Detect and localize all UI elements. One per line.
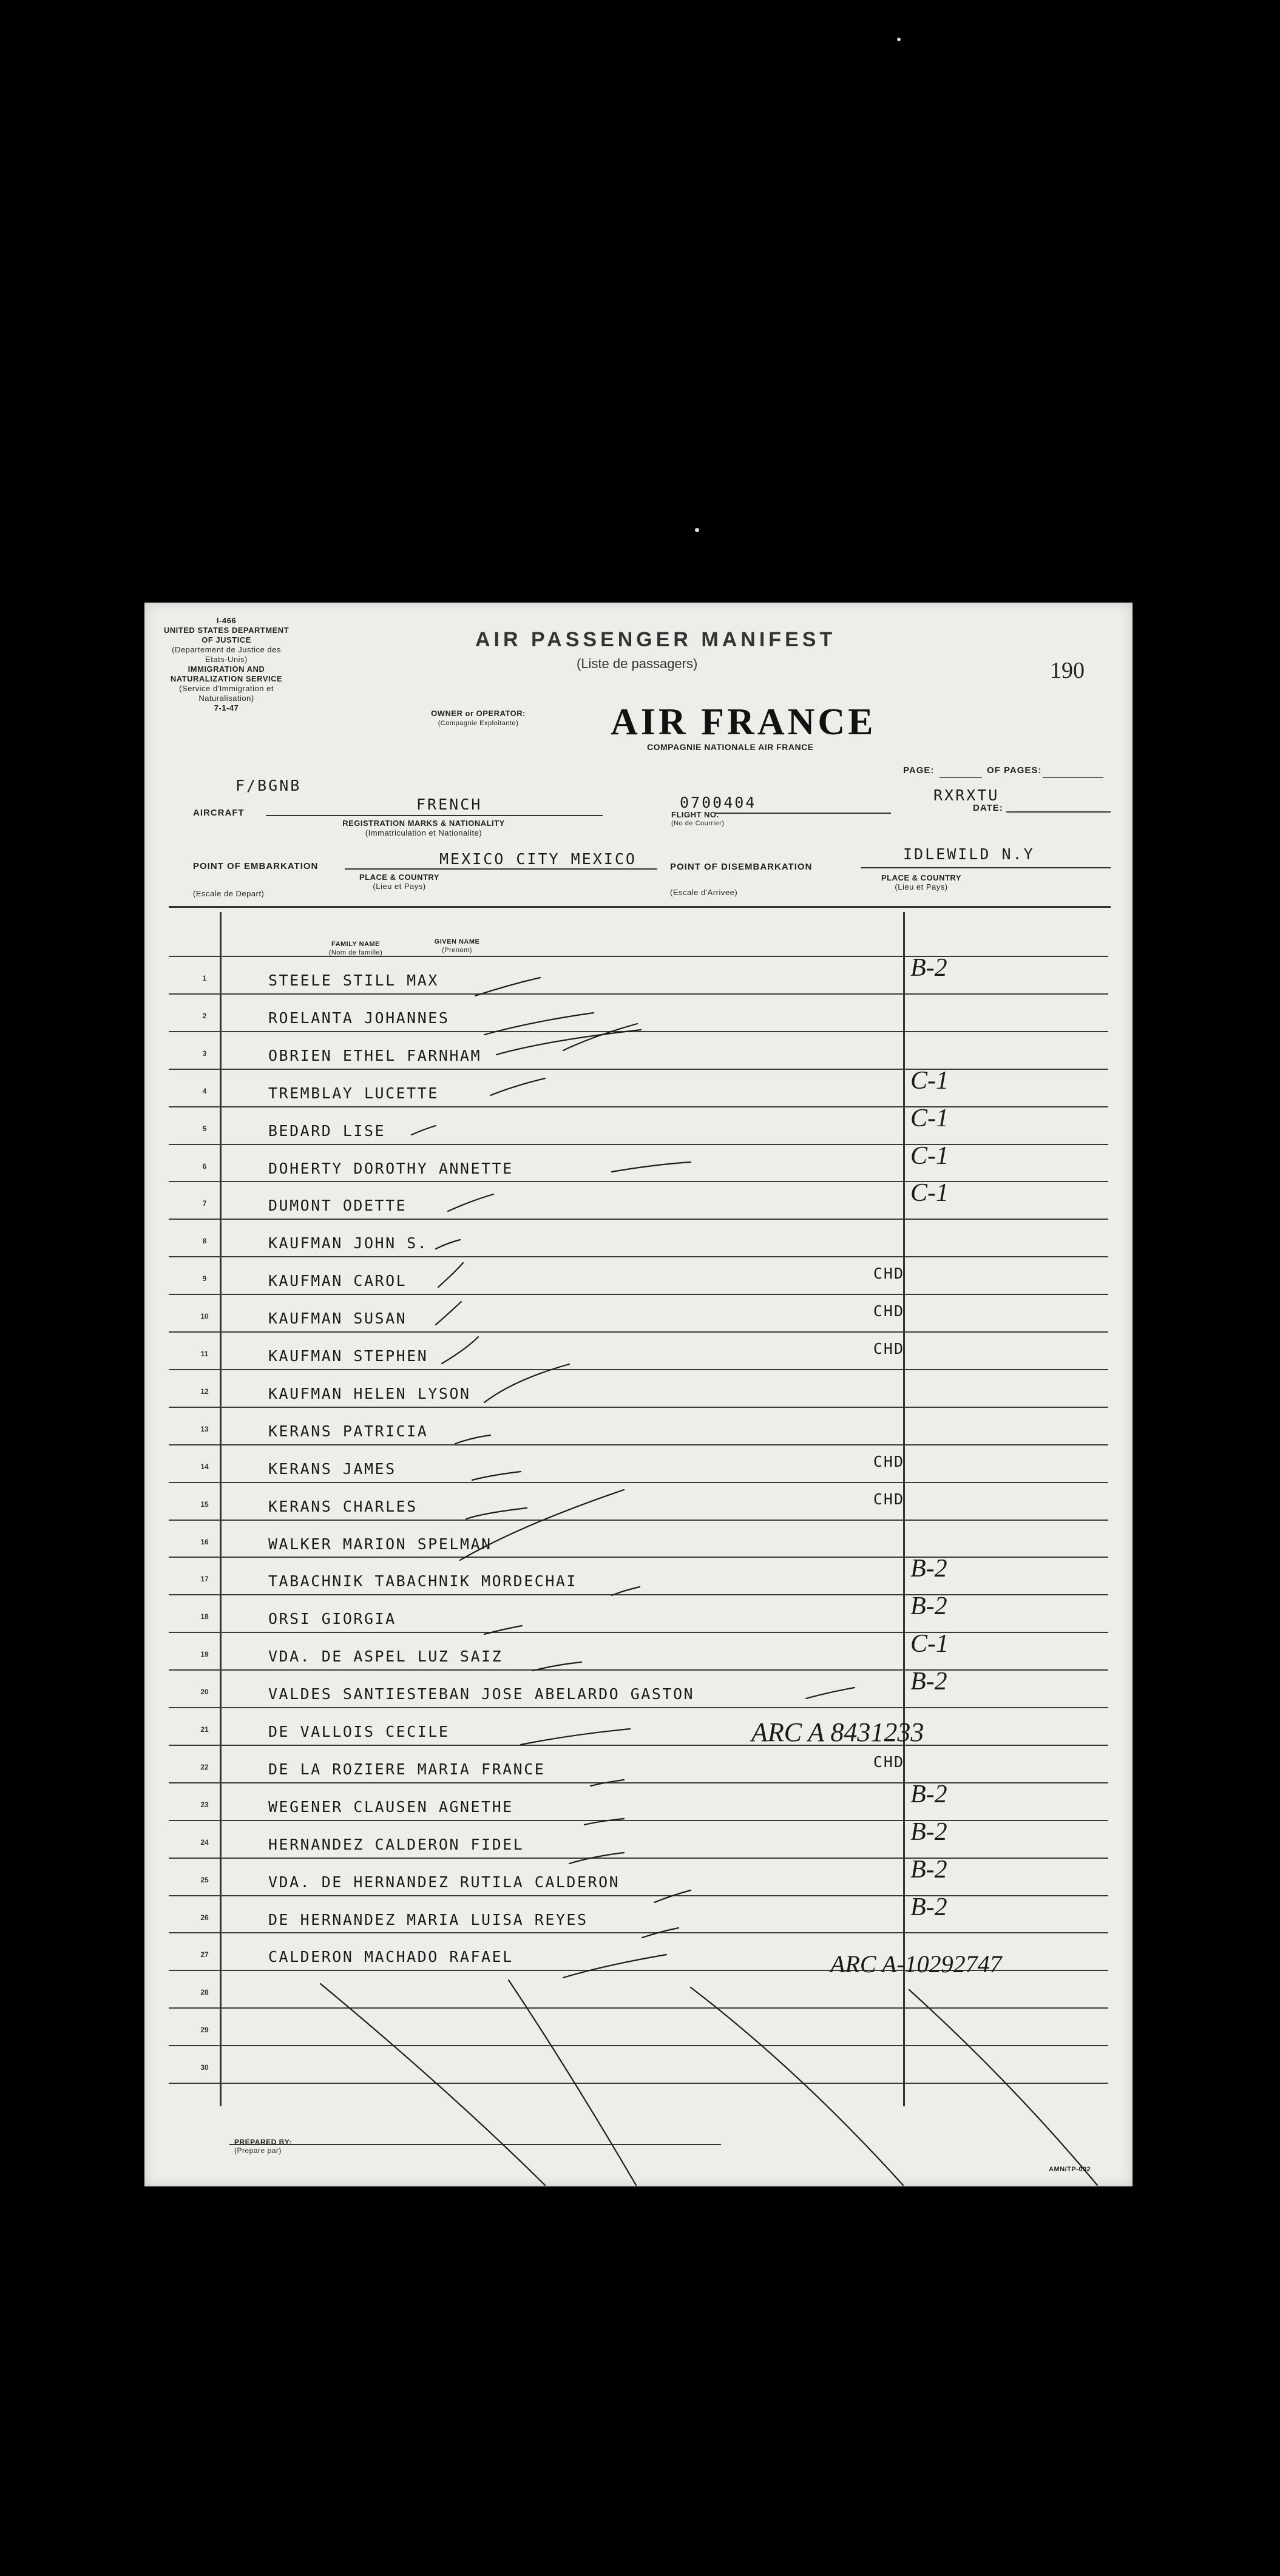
passenger-name: DUMONT ODETTE [268,1197,407,1215]
date-value: RXRXTU [933,786,1000,804]
embark-place-country-label: PLACE & COUNTRY (Lieu et Pays) [359,873,439,891]
visa-class: C-1 [910,1066,949,1095]
check-mark [466,1508,527,1519]
check-mark [806,1688,855,1699]
passenger-name: KAUFMAN JOHN S. [268,1234,428,1253]
child-marker: CHD [873,1452,904,1470]
check-mark [521,1729,630,1745]
cancel-stroke [320,1984,545,2185]
check-mark [563,1955,666,1978]
agency-line: (Service d'Immigration et Naturalisation) [179,684,274,703]
row-number: 15 [200,1499,209,1509]
passenger-name: KERANS CHARLES [268,1497,418,1515]
row-number: 19 [200,1650,209,1659]
flight-number: 0700404 [680,794,757,811]
row-number: 18 [200,1612,209,1621]
embarkation-label: POINT OF EMBARKATION [193,861,319,871]
check-mark [484,1013,594,1035]
check-mark [475,978,540,996]
row-number: 1 [202,974,207,982]
check-mark [642,1928,679,1938]
row-number: 12 [200,1387,209,1396]
check-mark [654,1890,691,1902]
visa-class: B-2 [910,1780,947,1808]
manifest-sheet [144,603,1133,2186]
check-mark [484,1364,569,1402]
passenger-name: BEDARD LISE [268,1121,386,1140]
disembark-place-country-label: PLACE & COUNTRY (Lieu et Pays) [881,873,961,891]
passenger-name: DOHERTY DOROTHY ANNETTE [268,1159,513,1177]
row-number: 8 [202,1237,207,1246]
check-mark [448,1194,493,1211]
nationality-value: FRENCH [416,796,483,813]
check-mark [612,1162,691,1172]
family-name-header: FAMILY NAME (Nom de famille) [328,941,383,956]
row-number: 16 [200,1537,209,1546]
form-code: AMN/TP-002 [1049,2166,1091,2173]
row-number: 14 [200,1462,209,1471]
visa-class: C-1 [910,1630,949,1658]
passenger-name: CALDERON MACHADO RAFAEL [268,1948,513,1966]
row-number: 27 [200,1950,209,1959]
check-mark [563,1024,637,1050]
row-number: 25 [200,1875,209,1884]
child-marker: CHD [873,1340,904,1357]
passenger-name: KAUFMAN STEPHEN [268,1347,428,1365]
passenger-name: VDA. DE HERNANDEZ RUTILA CALDERON [268,1873,620,1891]
row-number: 13 [200,1424,209,1433]
manifest-title: AIR PASSENGER MANIFEST [475,628,836,651]
check-mark [496,1030,641,1055]
disembarkation-label: POINT OF DISEMBARKATION [670,862,813,872]
check-mark [442,1337,478,1364]
passenger-name: OBRIEN ETHEL FARNHAM [268,1046,482,1064]
manifest-subtitle: (Liste de passagers) [577,656,698,671]
visa-class: B-2 [910,954,947,982]
cancel-stroke [691,1987,903,2185]
form-date: 7-1-47 [214,703,239,712]
embarkation-place: MEXICO CITY MEXICO [439,850,637,868]
check-mark [472,1472,521,1480]
passenger-name: KAUFMAN HELEN LYSON [268,1384,471,1402]
check-mark [455,1435,490,1444]
visa-class: B-2 [910,1855,947,1884]
passenger-name: VDA. DE ASPEL LUZ SAIZ [268,1648,503,1666]
page-label: PAGE: [903,765,935,776]
passenger-name: WALKER MARION SPELMAN [268,1535,492,1553]
visa-class: B-2 [910,1893,947,1921]
row-number: 4 [202,1086,207,1095]
child-marker: CHD [873,1265,904,1283]
row-number: 5 [202,1124,207,1133]
check-mark [490,1078,545,1095]
row-number: 28 [200,1988,209,1997]
row-number: 11 [200,1350,209,1358]
passenger-name: TREMBLAY LUCETTE [268,1084,439,1102]
check-mark [460,1490,624,1560]
passenger-name: ROELANTA JOHANNES [268,1009,450,1027]
row-number: 10 [200,1312,209,1321]
row-number: 2 [202,1011,207,1020]
cancel-stroke [909,1990,1097,2185]
check-mark [569,1853,624,1864]
registration-label: REGISTRATION MARKS & NATIONALITY (Immatriculation et Nationalite) [342,819,505,837]
flight-label: FLIGHT NO. (No de Courrier) [671,810,725,827]
check-mark [533,1662,581,1671]
check-mark [484,1626,522,1634]
registration-mark: F/BGNB [235,777,302,794]
visa-class: B-2 [910,1817,947,1846]
handwritten-note-row27: ARC A-10292747 [830,1950,1002,1978]
passenger-name: STEELE STILL MAX [268,972,439,989]
passenger-name: KAUFMAN SUSAN [268,1310,407,1328]
row-number: 21 [200,1725,209,1734]
passenger-name: WEGENER CLAUSEN AGNETHE [268,1797,513,1816]
airline-name: AIR FRANCE [611,701,876,743]
passenger-name: KERANS JAMES [268,1459,396,1478]
aircraft-label: AIRCRAFT [193,808,245,818]
child-marker: CHD [873,1302,904,1320]
given-name-header: GIVEN NAME (Prenom) [434,938,480,954]
date-label: DATE: [973,803,1003,813]
passenger-name: KERANS PATRICIA [268,1422,428,1440]
passenger-name: DE HERNANDEZ MARIA LUISA REYES [268,1910,588,1929]
row-number: 29 [200,2026,209,2035]
row-number: 26 [200,1913,209,1922]
row-number: 6 [202,1161,207,1171]
passenger-name: KAUFMAN CAROL [268,1272,407,1290]
visa-class: C-1 [910,1104,949,1132]
agency-line: (Departement de Justice des Etats-Unis) [172,645,281,664]
row-number: 7 [202,1199,207,1208]
passenger-name: DE LA ROZIERE MARIA FRANCE [268,1760,546,1778]
check-mark [436,1240,460,1249]
row-number: 23 [200,1800,209,1809]
visa-class: B-2 [910,1668,947,1696]
agency-line: UNITED STATES DEPARTMENT OF JUSTICE [163,626,290,644]
passenger-name: DE VALLOIS CECILE [268,1723,450,1740]
form-number: I-466 [216,616,237,625]
row-number: 22 [200,1762,209,1771]
page-stamp-number: 190 [1050,658,1085,683]
row-number: 9 [202,1274,207,1283]
child-marker: CHD [873,1490,904,1508]
film-speck [897,38,901,41]
film-speck [695,528,699,532]
pen-marks [144,603,1133,2186]
cancel-stroke [509,1980,636,2185]
visa-class: C-1 [910,1179,949,1208]
agency-line: IMMIGRATION AND NATURALIZATION SERVICE [170,664,283,683]
disembarkation-place: IDLEWILD N.Y [903,845,1035,863]
owner-label: OWNER or OPERATOR: (Compagnie Exploitante) [431,709,526,727]
row-number: 30 [200,2063,209,2072]
handwritten-note-row21: ARC A 8431233 [751,1717,924,1747]
check-mark [591,1780,624,1786]
check-mark [411,1126,436,1135]
passenger-name: VALDES SANTIESTEBAN JOSE ABELARDO GASTON [268,1685,695,1703]
passenger-name: HERNANDEZ CALDERON FIDEL [268,1835,524,1853]
visa-class: B-2 [910,1555,947,1583]
check-mark [436,1302,461,1325]
passenger-name: TABACHNIK TABACHNIK MORDECHAI [268,1572,577,1591]
visa-class: B-2 [910,1592,947,1621]
disembarkation-label-fr: (Escale d'Arrivee) [670,888,738,897]
airline-subtitle: COMPAGNIE NATIONALE AIR FRANCE [647,742,814,752]
row-number: 20 [200,1688,209,1697]
row-number: 3 [202,1049,207,1058]
row-number: 17 [200,1575,209,1584]
embarkation-label-fr: (Escale de Depart) [193,889,265,898]
check-mark [584,1819,624,1825]
passenger-name: ORSI GIORGIA [268,1610,396,1628]
check-mark [612,1587,640,1595]
row-number: 24 [200,1837,209,1847]
check-mark [438,1263,463,1287]
prepared-by-label: PREPARED BY: (Prepare par) [234,2138,292,2155]
child-marker: CHD [873,1753,904,1771]
of-pages-label: OF PAGES: [987,765,1042,776]
visa-class: C-1 [910,1141,949,1170]
